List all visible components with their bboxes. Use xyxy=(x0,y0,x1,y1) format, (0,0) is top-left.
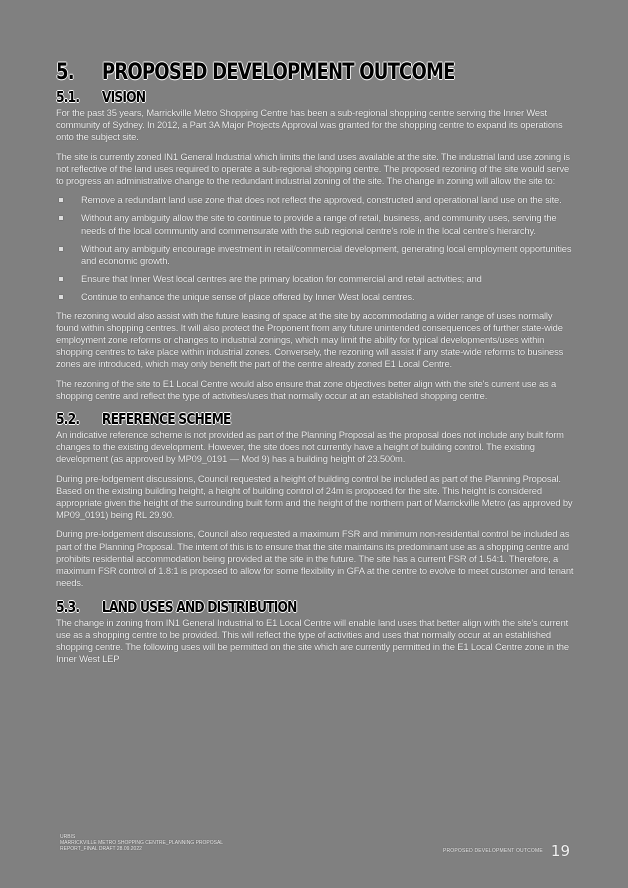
square-bullet-icon xyxy=(59,198,63,202)
paragraph: An indicative reference scheme is not provided as part of the Planning Proposal as the proposal does not include any built form changes to the existing development. However, the site does not currently have a height of building control. The existing development (as approved by MP09_0191 — Mod 9) has a building height of 23.500m. xyxy=(56,429,564,465)
chapter-heading xyxy=(56,59,482,87)
section-number: 5.1. xyxy=(56,88,80,106)
section-title: VISION xyxy=(101,88,146,106)
square-bullet-icon xyxy=(59,216,63,220)
section-reference-scheme xyxy=(56,409,576,589)
section-title: REFERENCE SCHEME xyxy=(101,410,231,429)
section-title: LAND USES AND DISTRIBUTION xyxy=(101,597,297,616)
list-item: Remove a redundant land use zone that does not reflect the approved, constructed and operational land use on the site. xyxy=(56,194,576,206)
section-heading xyxy=(56,409,482,429)
bullet-list xyxy=(56,194,576,303)
section-land-uses xyxy=(56,597,576,666)
section-heading xyxy=(56,87,482,107)
document-page xyxy=(56,56,576,672)
square-bullet-icon xyxy=(59,247,63,251)
footer-document-version: REPORT_FINAL DRAFT 28.09.2022 xyxy=(60,846,142,852)
list-item: Without any ambiguity allow the site to continue to provide a range of retail, business, and community uses, serving the needs of the local community and commensurate with the sub regional centre's role in the local centre's hierarchy. xyxy=(56,212,576,236)
paragraph: During pre-lodgement discussions, Council also requested a maximum FSR and minimum non-residential control be included as part of the Planning Proposal. The intent of this is to ensure that the site maintains its predominant use as a shopping centre and prohibits residential accommodation being provided at the site in the future. The site has a current FSR of 1.54:1. Therefore, a maximum FSR control of 1.8:1 is proposed to allow for some flexibility in GFA at the centre to evolve to meet customer and tenant needs. xyxy=(56,528,574,589)
chapter-number: 5. xyxy=(56,60,74,85)
list-item: Without any ambiguity encourage investment in retail/commercial development, generating local employment opportunities and economic growth. xyxy=(56,243,576,267)
footer-document-info xyxy=(60,834,223,852)
footer-page-info xyxy=(443,842,570,860)
page-number: 19 xyxy=(550,842,570,860)
paragraph: During pre-lodgement discussions, Council requested a height of building control be included as part of the Planning Proposal. Based on the existing building height, a height of building control of 24m is proposed for the site. This height is considered appropriate given the height of the surrounding built form and the height of the northern part of Marrickville Metro (as approved by MP09_0191) being RL 29.90. xyxy=(56,472,573,521)
footer-document-title: MARRICKVILLE METRO SHOPPING CENTRE_PLANNING PROPOSAL xyxy=(60,840,224,846)
chapter-title: PROPOSED DEVELOPMENT OUTCOME xyxy=(101,60,455,85)
section-number: 5.3. xyxy=(56,597,80,616)
paragraph: The change in zoning from IN1 General Industrial to E1 Local Centre will enable land uses that better align with the site's current use as a shopping centre to be provided. This will reflect the type of activities and uses that normally occur at an established shopping centre. The following uses will be permitted on the site which are currently permitted in the E1 Local Centre zone in the Inner West LEP xyxy=(56,616,569,665)
section-vision xyxy=(56,87,576,402)
list-item: Continue to enhance the unique sense of place offered by Inner West local centres. xyxy=(56,291,576,303)
footer-company: URBIS xyxy=(60,834,76,840)
section-number: 5.2. xyxy=(56,410,80,429)
square-bullet-icon xyxy=(59,295,63,299)
paragraph: The rezoning of the site to E1 Local Centre would also ensure that zone objectives better align with the site's current use as a shopping centre and reflect the type of activities/uses that normally occur at an established shopping centre. xyxy=(56,377,557,401)
list-item: Ensure that Inner West local centres are the primary location for commercial and retail activities; and xyxy=(56,273,576,285)
square-bullet-icon xyxy=(59,277,63,281)
section-heading xyxy=(56,597,482,617)
footer-section-label: PROPOSED DEVELOPMENT OUTCOME xyxy=(442,848,543,854)
paragraph: For the past 35 years, Marrickville Metro Shopping Centre has been a sub-regional shopping centre serving the Inner West community of Sydney. In 2012, a Part 3A Major Projects Approval was granted for the shopping centre to expand its operations onto the subject site. xyxy=(56,107,563,143)
paragraph: The rezoning would also assist with the future leasing of space at the site by accommodating a wider range of uses normally found within shopping centres. It will also protect the Proponent from any future unintended consequences of further state-wide employment zone reforms or changes to industrial zonings, which may limit the ability for typical developments/uses within shopping centres to take place within industrial zones. Conversely, the rezoning will assist if any state-wide reforms to business zones are introduced, which may only benefit the part of the centre already zoned E1 Local Centre. xyxy=(56,309,564,370)
paragraph: The site is currently zoned IN1 General Industrial which limits the land uses available at the site. The industrial land use zoning is not reflective of the land uses required to operate a sub-regional shopping centre. The proposed rezoning of the site would serve to progress an administrative change to the redundant industrial zoning of the site. The change in zoning will allow the site to: xyxy=(56,150,570,187)
